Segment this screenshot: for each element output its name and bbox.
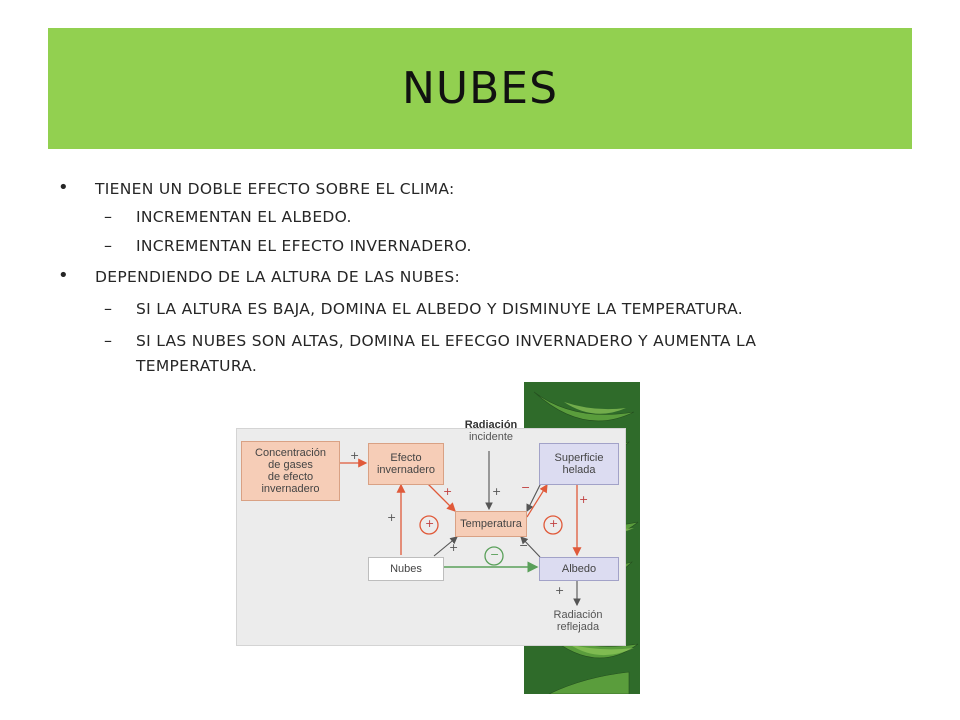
feedback-diagram — [236, 419, 626, 646]
node-temperatura: Temperatura — [455, 511, 527, 537]
node-nubes: Nubes — [368, 557, 444, 581]
radiacion-incidente-sub: incidente — [468, 431, 514, 443]
cloud-feedback-figure — [234, 382, 640, 694]
sign-plus: + — [555, 584, 565, 597]
dash-mark: – — [104, 236, 113, 255]
dash-mark: – — [104, 299, 113, 318]
sign-plus: + — [350, 449, 360, 462]
loop-negative: − — [490, 548, 500, 561]
radiacion-incidente-title: Radiación — [464, 419, 518, 431]
bullet-item-2: DEPENDIENDO DE LA ALTURA DE LAS NUBES: — [95, 268, 461, 286]
sign-minus: − — [519, 539, 529, 552]
node-efecto-invernadero: Efecto invernadero — [368, 443, 444, 485]
bullet-mark: • — [58, 265, 69, 286]
sign-plus: + — [443, 485, 453, 498]
sign-plus: + — [579, 493, 589, 506]
node-gases: Concentración de gases de efecto invernadero — [241, 441, 340, 501]
loop-positive-right: + — [549, 517, 559, 530]
sub-item-albedo: INCREMENTAN EL ALBEDO. — [136, 208, 352, 226]
sub-item-altas-line1: SI LAS NUBES SON ALTAS, DOMINA EL EFECGO INVERNADERO Y AUMENTA LA — [136, 332, 757, 350]
sign-plus: + — [492, 485, 502, 498]
loop-positive-left: + — [425, 517, 435, 530]
sub-item-invernadero: INCREMENTAN EL EFECTO INVERNADERO. — [136, 237, 472, 255]
sub-item-baja: SI LA ALTURA ES BAJA, DOMINA EL ALBEDO Y DISMINUYE LA TEMPERATURA. — [136, 300, 743, 318]
bullet-mark: • — [58, 177, 69, 198]
sub-item-altas-line2: TEMPERATURA. — [136, 357, 258, 375]
sign-plus: + — [387, 511, 397, 524]
node-superficie-helada: Superficie helada — [539, 443, 619, 485]
slide-title: NUBES — [401, 63, 559, 114]
bullet-item-1: TIENEN UN DOBLE EFECTO SOBRE EL CLIMA: — [95, 180, 455, 198]
sign-plus: + — [449, 541, 459, 554]
radiacion-reflejada: Radiación reflejada — [553, 609, 603, 633]
node-albedo: Albedo — [539, 557, 619, 581]
dash-mark: – — [104, 331, 113, 350]
dash-mark: – — [104, 207, 113, 226]
sign-minus: − — [521, 481, 531, 494]
